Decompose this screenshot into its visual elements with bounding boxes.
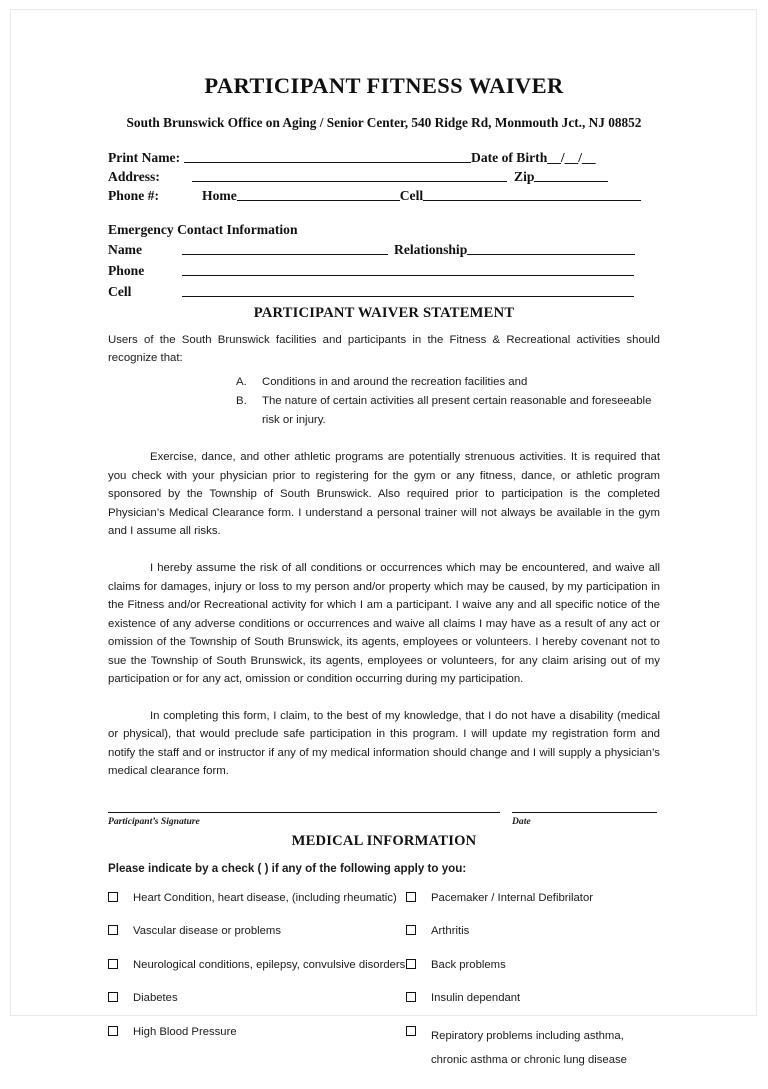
participant-signature-caption: Participant’s Signature — [108, 815, 200, 827]
participant-signature-input[interactable] — [108, 812, 500, 813]
emergency-name-input[interactable] — [182, 254, 388, 255]
checkbox-label: Arthritis — [431, 925, 470, 938]
checkbox-label: Pacemaker / Internal Defibrilator — [431, 891, 593, 904]
page-title: PARTICIPANT FITNESS WAIVER — [204, 73, 564, 98]
emergency-name-row — [108, 242, 660, 258]
zip-label: Zip — [514, 168, 535, 184]
list-item[interactable] — [406, 890, 660, 908]
list-item-text: Conditions in and around the recreation facilities and — [262, 375, 528, 388]
checkbox-icon[interactable] — [406, 1026, 416, 1036]
list-item[interactable] — [406, 957, 660, 975]
emergency-cell-label: Cell — [108, 283, 132, 299]
waiver-paragraph-3: In completing this form, I claim, to the best of my knowledge, that I do not have a disability (medical or physical), that would preclude safe participation in this program. I will update my registration form and notify the staff and or instructor if any of my medical information should change and I will supply a physician’s medical clearance form. — [108, 709, 660, 778]
applicant-fields-block — [108, 150, 660, 204]
address-label: Address: — [108, 168, 160, 184]
signature-lines — [108, 812, 660, 813]
list-item-letter: B. — [236, 395, 247, 408]
checkbox-icon[interactable] — [108, 1026, 118, 1036]
waiver-conditions-list — [236, 373, 660, 429]
checkbox-icon[interactable] — [108, 925, 118, 935]
checkbox-icon[interactable] — [108, 892, 118, 902]
print-name-input[interactable] — [184, 162, 471, 163]
emergency-phone-input[interactable] — [182, 275, 634, 276]
checkbox-label: Vascular disease or problems — [133, 925, 281, 938]
phone-row — [108, 188, 660, 204]
checkbox-label: High Blood Pressure — [133, 1025, 237, 1038]
checkbox-icon[interactable] — [406, 992, 416, 1002]
medical-checkbox-column-right — [406, 890, 660, 1089]
signature-date-input[interactable] — [512, 812, 657, 813]
list-item[interactable] — [406, 923, 660, 941]
address-input[interactable] — [192, 181, 507, 182]
list-item[interactable] — [108, 923, 406, 941]
emergency-phone-label: Phone — [108, 262, 145, 278]
checkbox-icon[interactable] — [406, 925, 416, 935]
phone-label: Phone #: — [108, 187, 159, 203]
checkbox-label: Diabetes — [133, 992, 178, 1005]
list-item[interactable] — [108, 990, 406, 1008]
print-name-label: Print Name: — [108, 149, 181, 165]
document-content — [108, 0, 660, 1089]
checkbox-label: Heart Condition, heart disease, (including rheumatic) — [133, 891, 397, 904]
cell-phone-label: Cell — [399, 187, 424, 203]
emergency-name-label: Name — [108, 241, 142, 257]
home-phone-input[interactable] — [237, 200, 400, 201]
cell-phone-input[interactable] — [423, 200, 641, 201]
list-item[interactable] — [406, 1024, 660, 1074]
list-item-text: The nature of certain activities all present certain reasonable and foreseeable risk or injury. — [262, 395, 652, 426]
checkbox-label: Repiratory problems including asthma, chronic asthma or chronic lung disease — [431, 1029, 627, 1067]
list-item — [236, 373, 660, 391]
waiver-intro-text: Users of the South Brunswick facilities and participants in the Fitness & Recreational activities should recognize that: — [108, 333, 660, 365]
list-item[interactable] — [108, 957, 406, 975]
checkbox-icon[interactable] — [406, 892, 416, 902]
emergency-cell-row — [108, 284, 660, 300]
medical-information-heading: MEDICAL INFORMATION — [291, 832, 477, 849]
medical-instruction-text: Please indicate by a check ( ) if any of the following apply to you: — [108, 861, 467, 875]
waiver-statement-heading: PARTICIPANT WAIVER STATEMENT — [253, 304, 515, 321]
signature-block — [108, 812, 660, 827]
checkbox-label: Neurological conditions, epilepsy, convulsive disorders — [133, 958, 406, 971]
print-name-row — [108, 150, 660, 166]
organization-subtitle: South Brunswick Office on Aging / Senior Center, 540 Ridge Rd, Monmouth Jct., NJ 08852 — [126, 114, 642, 130]
zip-input[interactable] — [534, 181, 608, 182]
signature-date-caption: Date — [512, 815, 531, 827]
medical-checkbox-column-left — [108, 890, 406, 1089]
list-item-letter: A. — [236, 375, 247, 388]
checkbox-label: Insulin dependant — [431, 992, 521, 1005]
waiver-paragraph-2: I hereby assume the risk of all conditions or occurrences which may be encountered, and waive all claims for damages, injury or loss to my person and/or property which may be caused, by my participation in the Fitness and/or Recreational activity for which I am a participant. I waive any and all specific notice of the existence of any adverse conditions or occurrences and waive all claims I may have as a result of any act or omission of the Township of South Brunswick, its agents, employees or volunteers. I hereby covenant not to sue the Township of South Brunswick, its agents, employees or volunteers, for any claim arising out of my participation or for any act, omission or condition occurring during my participation. — [108, 562, 660, 686]
signature-captions — [108, 816, 660, 827]
emergency-cell-input[interactable] — [182, 296, 634, 297]
emergency-relationship-input[interactable] — [467, 254, 635, 255]
date-of-birth-label: Date of Birth — [471, 149, 548, 165]
checkbox-label: Back problems — [431, 958, 506, 971]
emergency-relationship-label: Relationship — [394, 241, 468, 257]
list-item[interactable] — [406, 990, 660, 1008]
date-of-birth-input[interactable]: __/__/__ — [547, 149, 596, 165]
checkbox-icon[interactable] — [108, 959, 118, 969]
emergency-contact-heading: Emergency Contact Information — [108, 221, 298, 237]
address-row — [108, 169, 660, 185]
list-item[interactable] — [108, 1024, 406, 1042]
list-item[interactable] — [108, 890, 406, 908]
waiver-paragraph-1: Exercise, dance, and other athletic programs are potentially strenuous activities. It is required that you check with your physician prior to registering for the gym or any fitness, dance, or athletic program sponsored by the Township of South Brunswick. Also required prior to participation is the completed Physician’s Medical Clearance form. I understand a personal trainer will not always be available in the gym and I assume all risks. — [108, 451, 660, 537]
medical-checkbox-area — [108, 890, 660, 1089]
list-item — [236, 392, 660, 429]
checkbox-icon[interactable] — [108, 992, 118, 1002]
emergency-phone-row — [108, 263, 660, 279]
home-phone-label: Home — [202, 187, 237, 203]
checkbox-icon[interactable] — [406, 959, 416, 969]
